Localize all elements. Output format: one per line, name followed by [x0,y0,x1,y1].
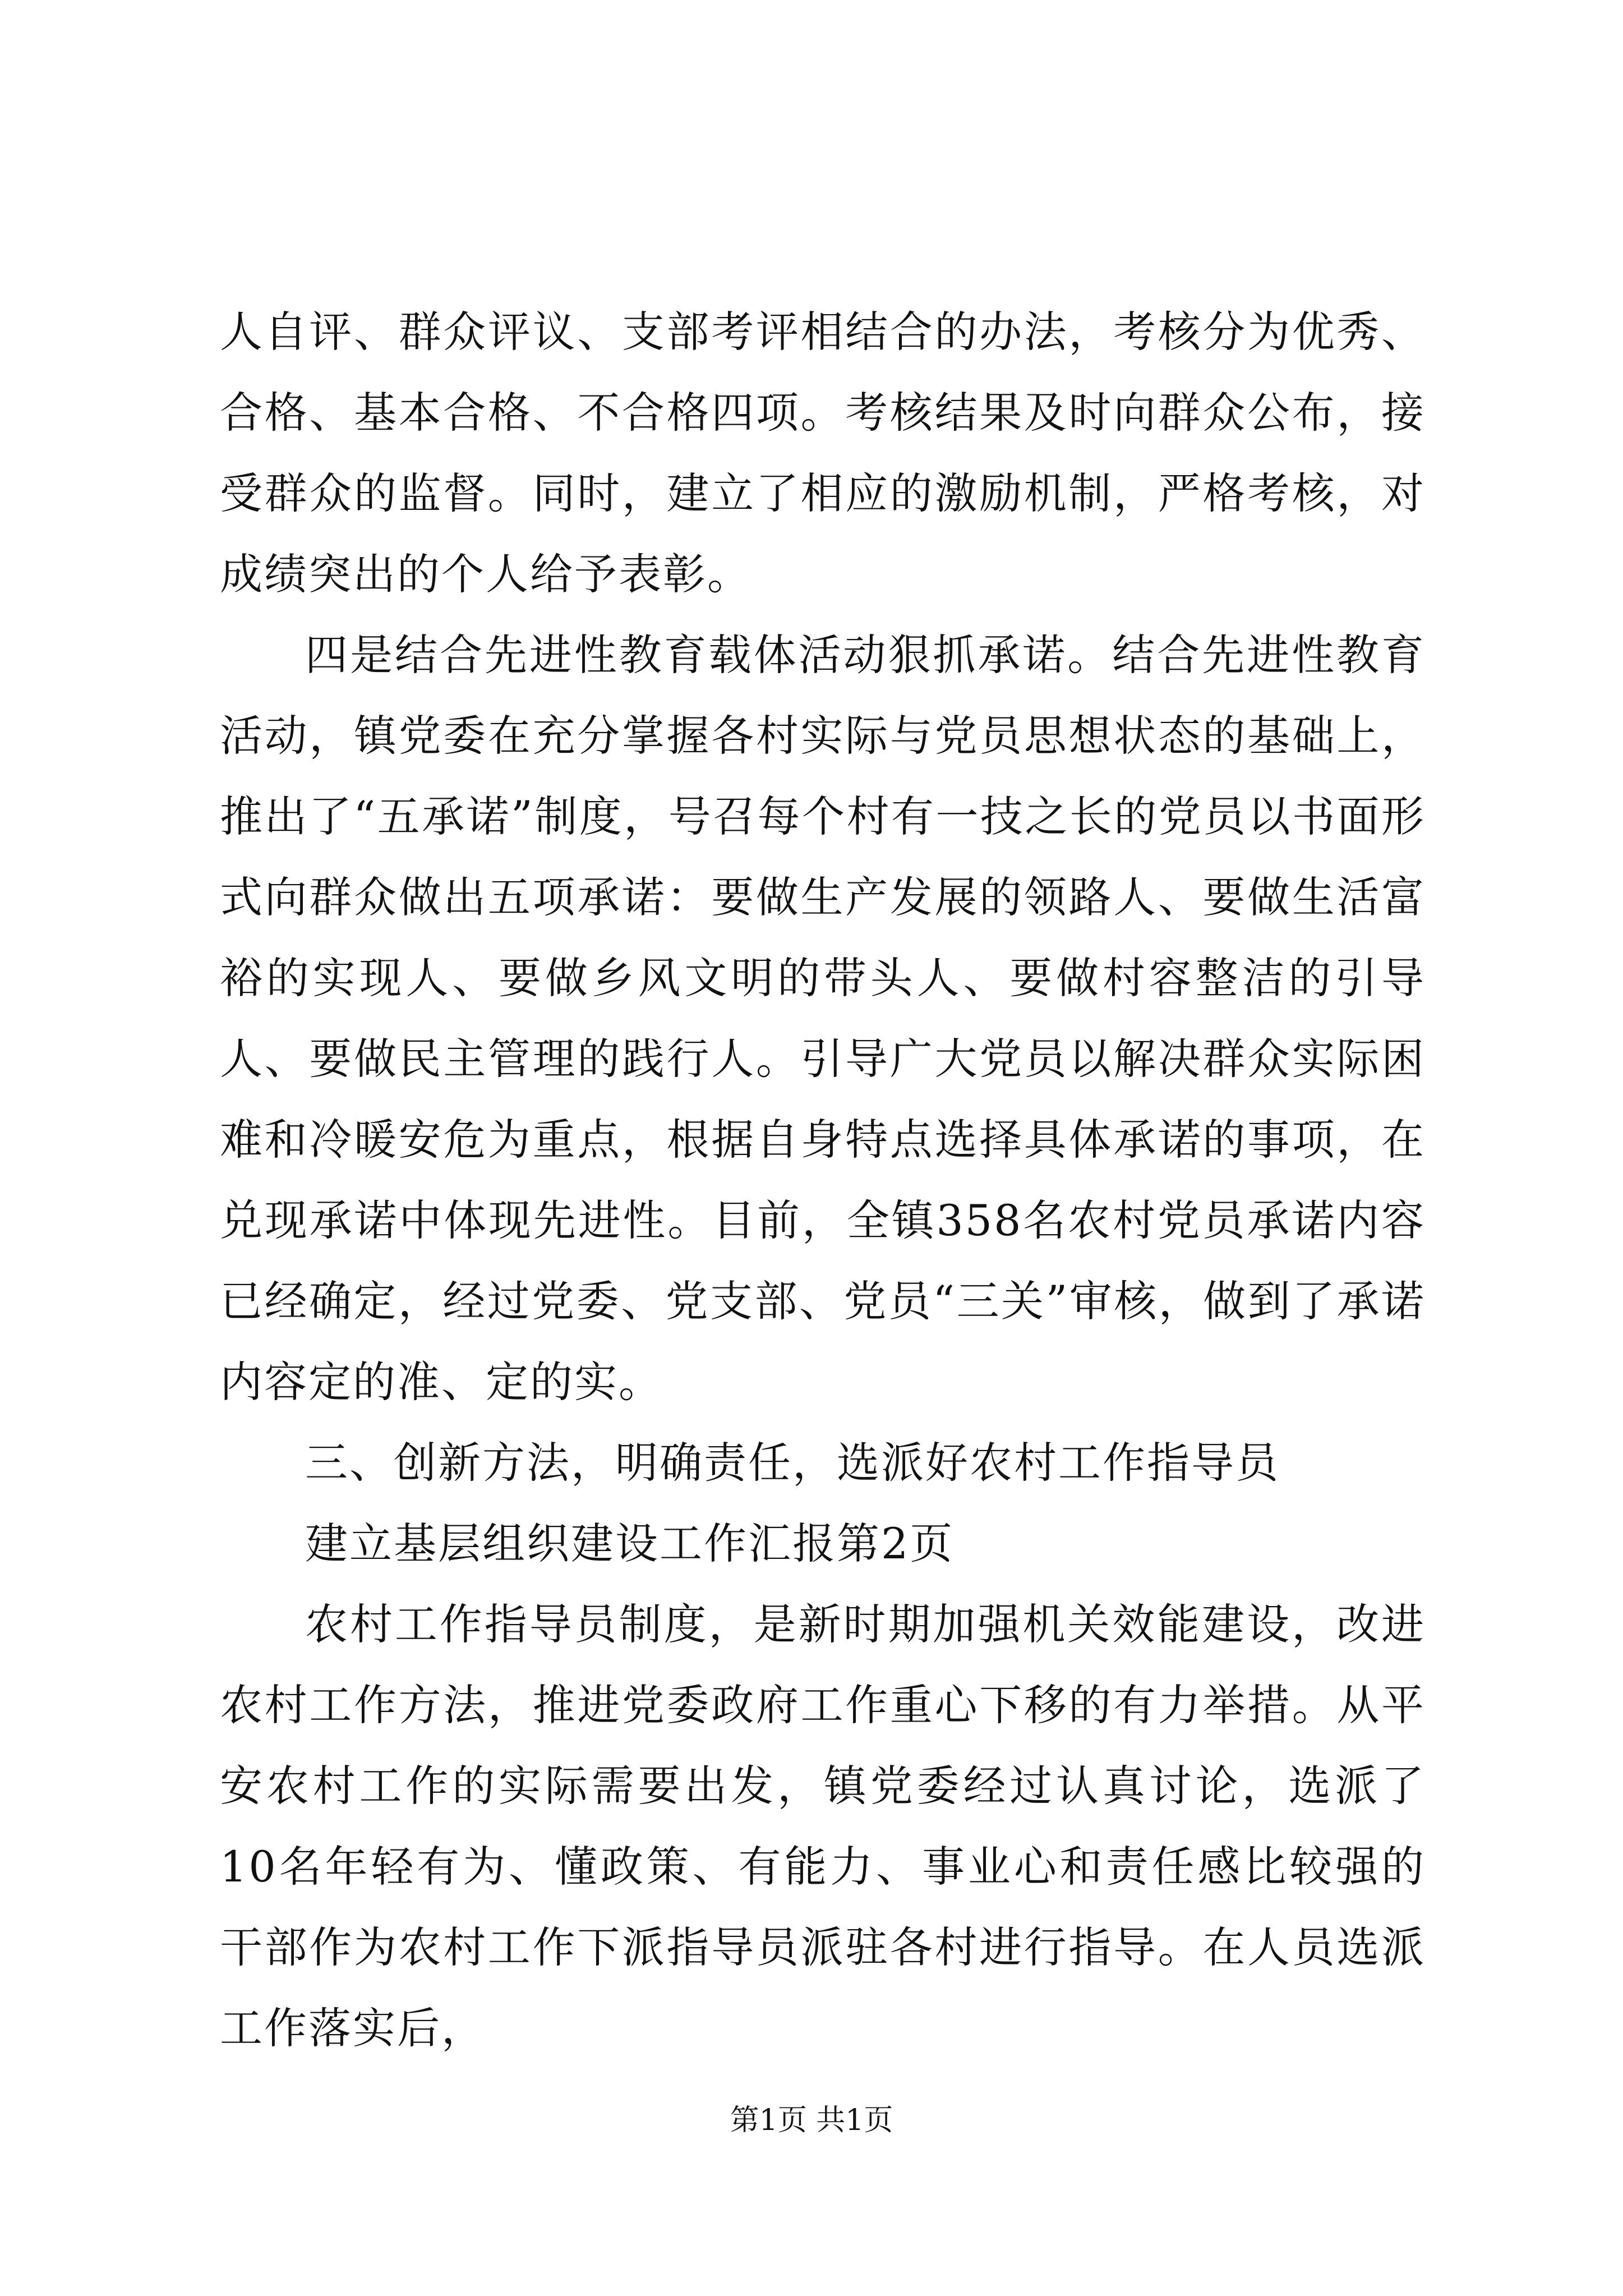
paragraph-continuation: 人自评、群众评议、支部考评相结合的办法，考核分为优秀、合格、基本合格、不合格四项。考核结果及时向群众公布，接受群众的监督。同时，建立了相应的激励机制，严格考核，对成绩突出的个人给予表彰。 [220,307,1426,599]
paragraph-instructor-system: 农村工作指导员制度，是新时期加强机关效能建设，改进农村工作方法，推进党委政府工作重心下移的有力举措。从平安农村工作的实际需要出发，镇党委经过认真讨论，选派了10名年轻有为、懂政策、有能力、事业心和责任感比较强的干部作为农村工作下派指导员派驻各村进行指导。在人员选派工作落实后， [220,1599,1426,2053]
page-reference-line: 建立基层组织建设工作汇报第2页 [305,1519,955,1568]
page-footer: 第1页 共1页 [730,2104,893,2137]
paragraph-commitment: 四是结合先进性教育载体活动狠抓承诺。结合先进性教育活动，镇党委在充分掌握各村实际与党员思想状态的基础上，推出了“五承诺”制度，号召每个村有一技之长的党员以书面形式向群众做出五项承诺：要做生产发展的领路人、要做生活富裕的实现人、要做乡风文明的带头人、要做村容整洁的引导人、要做民主管理的践行人。引导广大党员以解决群众实际困难和冷暖安危为重点，根据自身特点选择具体承诺的事项，在兑现承诺中体现先进性。目前，全镇358名农村党员承诺内容已经确定，经过党委、党支部、党员“三关”审核，做到了承诺内容定的准、定的实。 [220,630,1426,1407]
document-body [220,292,1426,2069]
section-heading: 三、创新方法，明确责任，选派好农村工作指导员 [305,1438,1280,1488]
